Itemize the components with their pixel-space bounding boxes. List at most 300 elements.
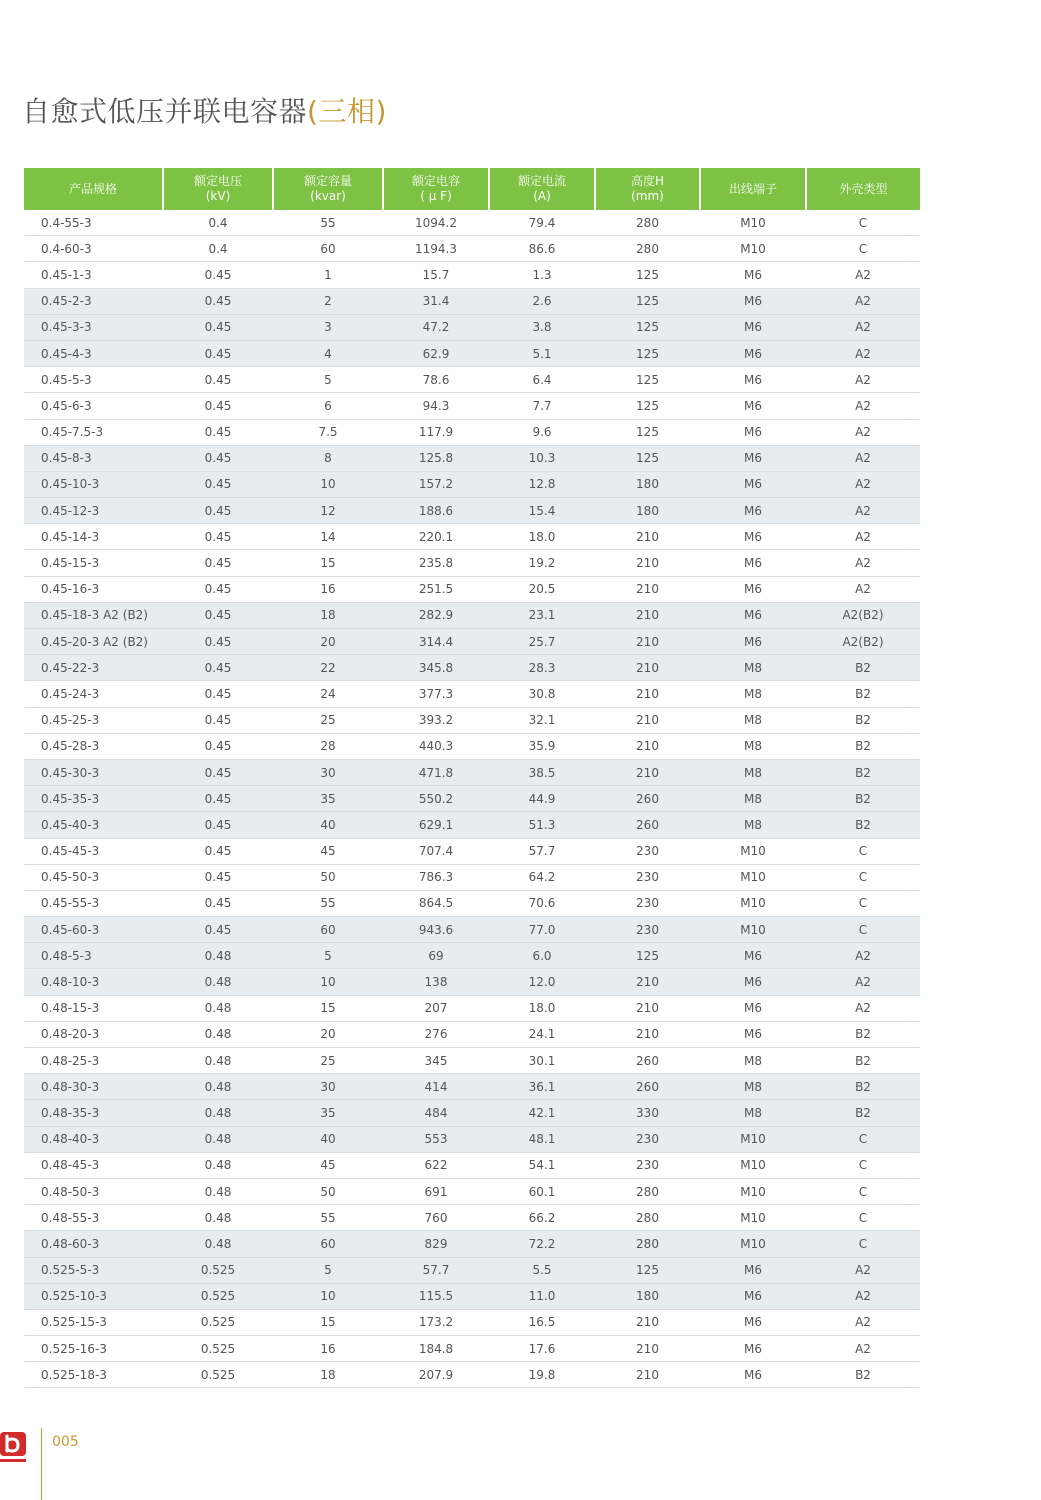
table-cell: 42.1 — [489, 1100, 595, 1126]
table-cell: 7.7 — [489, 393, 595, 419]
table-cell: 280 — [595, 1205, 700, 1231]
table-cell: 19.8 — [489, 1362, 595, 1388]
table-cell: B2 — [806, 1100, 920, 1126]
table-cell: 0.45-28-3 — [24, 733, 163, 759]
table-row — [24, 419, 920, 445]
table-cell: M10 — [700, 1205, 806, 1231]
table-cell: 24.1 — [489, 1021, 595, 1047]
table-cell: A2 — [806, 419, 920, 445]
table-cell: 0.48-10-3 — [24, 969, 163, 995]
table-cell: 0.45-12-3 — [24, 498, 163, 524]
table-cell: 28.3 — [489, 655, 595, 681]
table-cell: 60.1 — [489, 1178, 595, 1204]
table-cell: 1194.3 — [383, 236, 489, 262]
table-cell: A2 — [806, 314, 920, 340]
table-row — [24, 1257, 920, 1283]
table-cell: 0.48-30-3 — [24, 1074, 163, 1100]
table-cell: 280 — [595, 1178, 700, 1204]
table-cell: 210 — [595, 524, 700, 550]
table-cell: 25 — [273, 707, 383, 733]
table-cell: 15 — [273, 995, 383, 1021]
table-cell: 0.525-15-3 — [24, 1309, 163, 1335]
table-cell: 440.3 — [383, 733, 489, 759]
table-cell: 0.45 — [163, 655, 273, 681]
table-row — [24, 393, 920, 419]
table-cell: 260 — [595, 786, 700, 812]
table-cell: 125 — [595, 288, 700, 314]
table-cell: 125 — [595, 445, 700, 471]
table-cell: M10 — [700, 210, 806, 236]
table-row — [24, 1231, 920, 1257]
table-cell: M10 — [700, 838, 806, 864]
table-cell: 377.3 — [383, 681, 489, 707]
table-cell: 0.525-16-3 — [24, 1336, 163, 1362]
table-cell: 0.45-40-3 — [24, 812, 163, 838]
table-cell: 220.1 — [383, 524, 489, 550]
table-cell: M6 — [700, 943, 806, 969]
table-cell: 18 — [273, 602, 383, 628]
table-cell: A2 — [806, 445, 920, 471]
table-cell: 173.2 — [383, 1309, 489, 1335]
column-header — [700, 168, 806, 210]
table-cell: 8 — [273, 445, 383, 471]
table-row — [24, 707, 920, 733]
table-cell: 0.45 — [163, 393, 273, 419]
table-cell: 0.45-22-3 — [24, 655, 163, 681]
table-cell: M8 — [700, 655, 806, 681]
table-cell: 260 — [595, 1048, 700, 1074]
table-cell: 207.9 — [383, 1362, 489, 1388]
table-cell: 0.45 — [163, 367, 273, 393]
table-cell: 5.5 — [489, 1257, 595, 1283]
table-row — [24, 236, 920, 262]
table-cell: 0.45 — [163, 812, 273, 838]
table-cell: 0.45 — [163, 681, 273, 707]
table-cell: C — [806, 917, 920, 943]
table-cell: 0.525 — [163, 1283, 273, 1309]
table-cell: 0.45-16-3 — [24, 576, 163, 602]
column-header — [163, 168, 273, 210]
table-cell: A2 — [806, 1309, 920, 1335]
table-cell: M6 — [700, 576, 806, 602]
table-cell: 210 — [595, 1336, 700, 1362]
table-row — [24, 759, 920, 785]
column-header — [24, 168, 163, 210]
table-cell: 0.45-20-3 A2 (B2) — [24, 629, 163, 655]
table-cell: 64.2 — [489, 864, 595, 890]
table-cell: 0.48 — [163, 969, 273, 995]
table-cell: M6 — [700, 1283, 806, 1309]
column-header-unit: (mm) — [631, 189, 664, 203]
table-cell: 0.45 — [163, 759, 273, 785]
table-cell: B2 — [806, 733, 920, 759]
table-cell: 15.4 — [489, 498, 595, 524]
table-cell: 125.8 — [383, 445, 489, 471]
table-cell: 0.45 — [163, 419, 273, 445]
table-cell: M10 — [700, 236, 806, 262]
table-cell: 30.1 — [489, 1048, 595, 1074]
table-cell: B2 — [806, 1021, 920, 1047]
table-row — [24, 1152, 920, 1178]
table-cell: M6 — [700, 340, 806, 366]
page-title-main: 自愈式低压并联电容器 — [22, 95, 308, 128]
table-cell: 235.8 — [383, 550, 489, 576]
table-cell: 12.0 — [489, 969, 595, 995]
table-row — [24, 524, 920, 550]
table-cell: 691 — [383, 1178, 489, 1204]
table-cell: 5 — [273, 943, 383, 969]
table-cell: B2 — [806, 786, 920, 812]
table-cell: 22 — [273, 655, 383, 681]
table-cell: M8 — [700, 1048, 806, 1074]
table-cell: 3.8 — [489, 314, 595, 340]
table-cell: 50 — [273, 1178, 383, 1204]
table-cell: C — [806, 236, 920, 262]
table-cell: M8 — [700, 786, 806, 812]
table-cell: M6 — [700, 314, 806, 340]
table-cell: 0.48-45-3 — [24, 1152, 163, 1178]
table-cell: M6 — [700, 1021, 806, 1047]
table-cell: 0.4-60-3 — [24, 236, 163, 262]
column-header — [273, 168, 383, 210]
table-cell: A2 — [806, 550, 920, 576]
table-cell: 0.45-3-3 — [24, 314, 163, 340]
table-cell: M6 — [700, 1257, 806, 1283]
column-header — [806, 168, 920, 210]
table-cell: 0.48 — [163, 1205, 273, 1231]
table-cell: 20 — [273, 629, 383, 655]
table-cell: B2 — [806, 1048, 920, 1074]
table-cell: 69 — [383, 943, 489, 969]
table-cell: A2 — [806, 995, 920, 1021]
table-row — [24, 655, 920, 681]
page-number: 005 — [52, 1434, 79, 1450]
table-cell: 0.45 — [163, 340, 273, 366]
table-cell: 2.6 — [489, 288, 595, 314]
table-cell: M8 — [700, 1074, 806, 1100]
table-cell: 0.45 — [163, 498, 273, 524]
table-cell: 0.45 — [163, 917, 273, 943]
table-cell: 115.5 — [383, 1283, 489, 1309]
column-header — [489, 168, 595, 210]
table-cell: C — [806, 890, 920, 916]
table-row — [24, 340, 920, 366]
table-cell: 77.0 — [489, 917, 595, 943]
table-cell: 210 — [595, 1021, 700, 1047]
table-cell: 0.45 — [163, 471, 273, 497]
table-cell: 210 — [595, 1309, 700, 1335]
table-cell: 864.5 — [383, 890, 489, 916]
table-cell: A2 — [806, 393, 920, 419]
table-cell: 45 — [273, 838, 383, 864]
table-cell: 330 — [595, 1100, 700, 1126]
table-row — [24, 1283, 920, 1309]
table-cell: C — [806, 1205, 920, 1231]
table-cell: 15 — [273, 1309, 383, 1335]
table-cell: 188.6 — [383, 498, 489, 524]
table-cell: C — [806, 1126, 920, 1152]
table-cell: 18.0 — [489, 995, 595, 1021]
table-cell: B2 — [806, 1074, 920, 1100]
table-cell: M6 — [700, 393, 806, 419]
table-cell: 35 — [273, 1100, 383, 1126]
table-cell: 0.525 — [163, 1309, 273, 1335]
table-row — [24, 602, 920, 628]
table-cell: 0.48 — [163, 943, 273, 969]
table-cell: 0.525-10-3 — [24, 1283, 163, 1309]
table-cell: 40 — [273, 812, 383, 838]
table-cell: M8 — [700, 812, 806, 838]
table-cell: A2(B2) — [806, 629, 920, 655]
table-row — [24, 314, 920, 340]
table-cell: 70.6 — [489, 890, 595, 916]
table-cell: 230 — [595, 838, 700, 864]
table-cell: C — [806, 1152, 920, 1178]
table-cell: 0.45-60-3 — [24, 917, 163, 943]
table-cell: M10 — [700, 917, 806, 943]
table-cell: C — [806, 210, 920, 236]
table-cell: 180 — [595, 471, 700, 497]
table-cell: 0.45 — [163, 524, 273, 550]
table-cell: 78.6 — [383, 367, 489, 393]
table-row — [24, 890, 920, 916]
table-cell: 0.45 — [163, 786, 273, 812]
table-cell: 0.4-55-3 — [24, 210, 163, 236]
table-cell: 550.2 — [383, 786, 489, 812]
table-cell: 157.2 — [383, 471, 489, 497]
table-row — [24, 786, 920, 812]
table-cell: A2 — [806, 1257, 920, 1283]
table-cell: 55 — [273, 1205, 383, 1231]
table-cell: 251.5 — [383, 576, 489, 602]
table-cell: 184.8 — [383, 1336, 489, 1362]
table-row — [24, 498, 920, 524]
table-cell: 0.48 — [163, 1152, 273, 1178]
table-cell: 0.45-6-3 — [24, 393, 163, 419]
table-cell: 210 — [595, 995, 700, 1021]
table-cell: C — [806, 1231, 920, 1257]
table-row — [24, 471, 920, 497]
footer-divider — [41, 1428, 42, 1500]
table-cell: 57.7 — [489, 838, 595, 864]
table-row — [24, 210, 920, 236]
table-cell: 0.4 — [163, 210, 273, 236]
table-cell: 2 — [273, 288, 383, 314]
table-cell: A2 — [806, 288, 920, 314]
table-cell: 260 — [595, 1074, 700, 1100]
table-cell: 45 — [273, 1152, 383, 1178]
table-cell: 79.4 — [489, 210, 595, 236]
table-cell: M8 — [700, 733, 806, 759]
table-cell: M6 — [700, 995, 806, 1021]
table-cell: 35 — [273, 786, 383, 812]
table-cell: 9.6 — [489, 419, 595, 445]
table-cell: 280 — [595, 236, 700, 262]
table-cell: 345 — [383, 1048, 489, 1074]
table-cell: 10 — [273, 471, 383, 497]
table-cell: 0.45-15-3 — [24, 550, 163, 576]
table-cell: 5 — [273, 367, 383, 393]
table-cell: 393.2 — [383, 707, 489, 733]
table-cell: A2 — [806, 340, 920, 366]
table-cell: 210 — [595, 707, 700, 733]
table-cell: 622 — [383, 1152, 489, 1178]
table-cell: 12.8 — [489, 471, 595, 497]
table-cell: 6.0 — [489, 943, 595, 969]
header-row — [24, 168, 920, 210]
brand-logo-icon — [0, 1430, 28, 1464]
table-cell: C — [806, 1178, 920, 1204]
table-cell: 210 — [595, 1362, 700, 1388]
table-cell: 0.525 — [163, 1362, 273, 1388]
spec-table — [24, 168, 920, 1388]
table-cell: 0.45-2-3 — [24, 288, 163, 314]
table-cell: M6 — [700, 1336, 806, 1362]
table-row — [24, 550, 920, 576]
table-cell: B2 — [806, 812, 920, 838]
table-row — [24, 1048, 920, 1074]
table-cell: 829 — [383, 1231, 489, 1257]
table-cell: A2 — [806, 943, 920, 969]
table-cell: B2 — [806, 1362, 920, 1388]
table-cell: 5.1 — [489, 340, 595, 366]
table-cell: 35.9 — [489, 733, 595, 759]
table-cell: 0.45-45-3 — [24, 838, 163, 864]
table-row — [24, 1205, 920, 1231]
table-cell: 125 — [595, 314, 700, 340]
table-row — [24, 367, 920, 393]
table-row — [24, 838, 920, 864]
table-cell: 484 — [383, 1100, 489, 1126]
table-cell: 18 — [273, 1362, 383, 1388]
table-cell: 31.4 — [383, 288, 489, 314]
table-cell: 47.2 — [383, 314, 489, 340]
table-cell: 16.5 — [489, 1309, 595, 1335]
table-cell: 0.525-5-3 — [24, 1257, 163, 1283]
table-row — [24, 917, 920, 943]
table-cell: M6 — [700, 629, 806, 655]
table-cell: 786.3 — [383, 864, 489, 890]
table-cell: 280 — [595, 1231, 700, 1257]
table-cell: M6 — [700, 471, 806, 497]
table-cell: 4 — [273, 340, 383, 366]
table-cell: 25.7 — [489, 629, 595, 655]
table-cell: 0.48-15-3 — [24, 995, 163, 1021]
table-cell: 10 — [273, 969, 383, 995]
table-cell: 0.45-8-3 — [24, 445, 163, 471]
column-header — [383, 168, 489, 210]
table-cell: 16 — [273, 576, 383, 602]
table-cell: 125 — [595, 340, 700, 366]
table-cell: 17.6 — [489, 1336, 595, 1362]
table-cell: 12 — [273, 498, 383, 524]
table-cell: 0.45 — [163, 629, 273, 655]
table-cell: M6 — [700, 367, 806, 393]
table-cell: 210 — [595, 602, 700, 628]
table-cell: 28 — [273, 733, 383, 759]
table-cell: 94.3 — [383, 393, 489, 419]
table-cell: 0.45 — [163, 262, 273, 288]
table-cell: 125 — [595, 262, 700, 288]
table-cell: 0.45-24-3 — [24, 681, 163, 707]
table-cell: M6 — [700, 288, 806, 314]
table-cell: 210 — [595, 969, 700, 995]
column-header-unit: (kV) — [205, 189, 231, 203]
table-cell: 230 — [595, 864, 700, 890]
table-cell: B2 — [806, 707, 920, 733]
table-cell: 125 — [595, 943, 700, 969]
table-cell: 62.9 — [383, 340, 489, 366]
table-cell: 117.9 — [383, 419, 489, 445]
table-cell: 0.45 — [163, 288, 273, 314]
table-cell: M8 — [700, 707, 806, 733]
table-cell: M6 — [700, 524, 806, 550]
page-title-sub: (三相) — [307, 95, 387, 128]
table-cell: 0.45-18-3 A2 (B2) — [24, 602, 163, 628]
table-cell: 0.45 — [163, 550, 273, 576]
table-row — [24, 1178, 920, 1204]
table-cell: 125 — [595, 367, 700, 393]
table-cell: 38.5 — [489, 759, 595, 785]
table-row — [24, 1021, 920, 1047]
table-cell: 0.48 — [163, 995, 273, 1021]
table-cell: M8 — [700, 681, 806, 707]
table-cell: 55 — [273, 890, 383, 916]
table-cell: 24 — [273, 681, 383, 707]
table-cell: 0.48-50-3 — [24, 1178, 163, 1204]
column-header-unit: (kvar) — [310, 189, 346, 203]
table-cell: A2 — [806, 367, 920, 393]
table-cell: 0.45-10-3 — [24, 471, 163, 497]
table-row — [24, 1074, 920, 1100]
table-cell: 471.8 — [383, 759, 489, 785]
table-cell: 0.48-5-3 — [24, 943, 163, 969]
table-cell: 44.9 — [489, 786, 595, 812]
table-cell: 36.1 — [489, 1074, 595, 1100]
table-row — [24, 1309, 920, 1335]
table-cell: A2 — [806, 969, 920, 995]
table-cell: M10 — [700, 1126, 806, 1152]
table-cell: 15 — [273, 550, 383, 576]
table-cell: 280 — [595, 210, 700, 236]
table-cell: 18.0 — [489, 524, 595, 550]
table-cell: C — [806, 864, 920, 890]
table-cell: 0.525-18-3 — [24, 1362, 163, 1388]
table-cell: 0.45 — [163, 890, 273, 916]
table-cell: 553 — [383, 1126, 489, 1152]
table-row — [24, 629, 920, 655]
table-cell: 14 — [273, 524, 383, 550]
table-cell: 30 — [273, 1074, 383, 1100]
column-header-unit: ( μ F) — [420, 189, 452, 203]
table-cell: M10 — [700, 1231, 806, 1257]
table-cell: 19.2 — [489, 550, 595, 576]
table-cell: 1094.2 — [383, 210, 489, 236]
column-header-label: 产品规格 — [68, 181, 117, 196]
table-cell: 86.6 — [489, 236, 595, 262]
table-cell: 40 — [273, 1126, 383, 1152]
table-cell: 210 — [595, 550, 700, 576]
table-cell: 0.48-35-3 — [24, 1100, 163, 1126]
table-cell: M10 — [700, 1178, 806, 1204]
table-row — [24, 943, 920, 969]
table-cell: A2 — [806, 576, 920, 602]
table-cell: A2 — [806, 1283, 920, 1309]
table-cell: A2 — [806, 262, 920, 288]
table-cell: M6 — [700, 602, 806, 628]
table-cell: C — [806, 838, 920, 864]
table-cell: 25 — [273, 1048, 383, 1074]
